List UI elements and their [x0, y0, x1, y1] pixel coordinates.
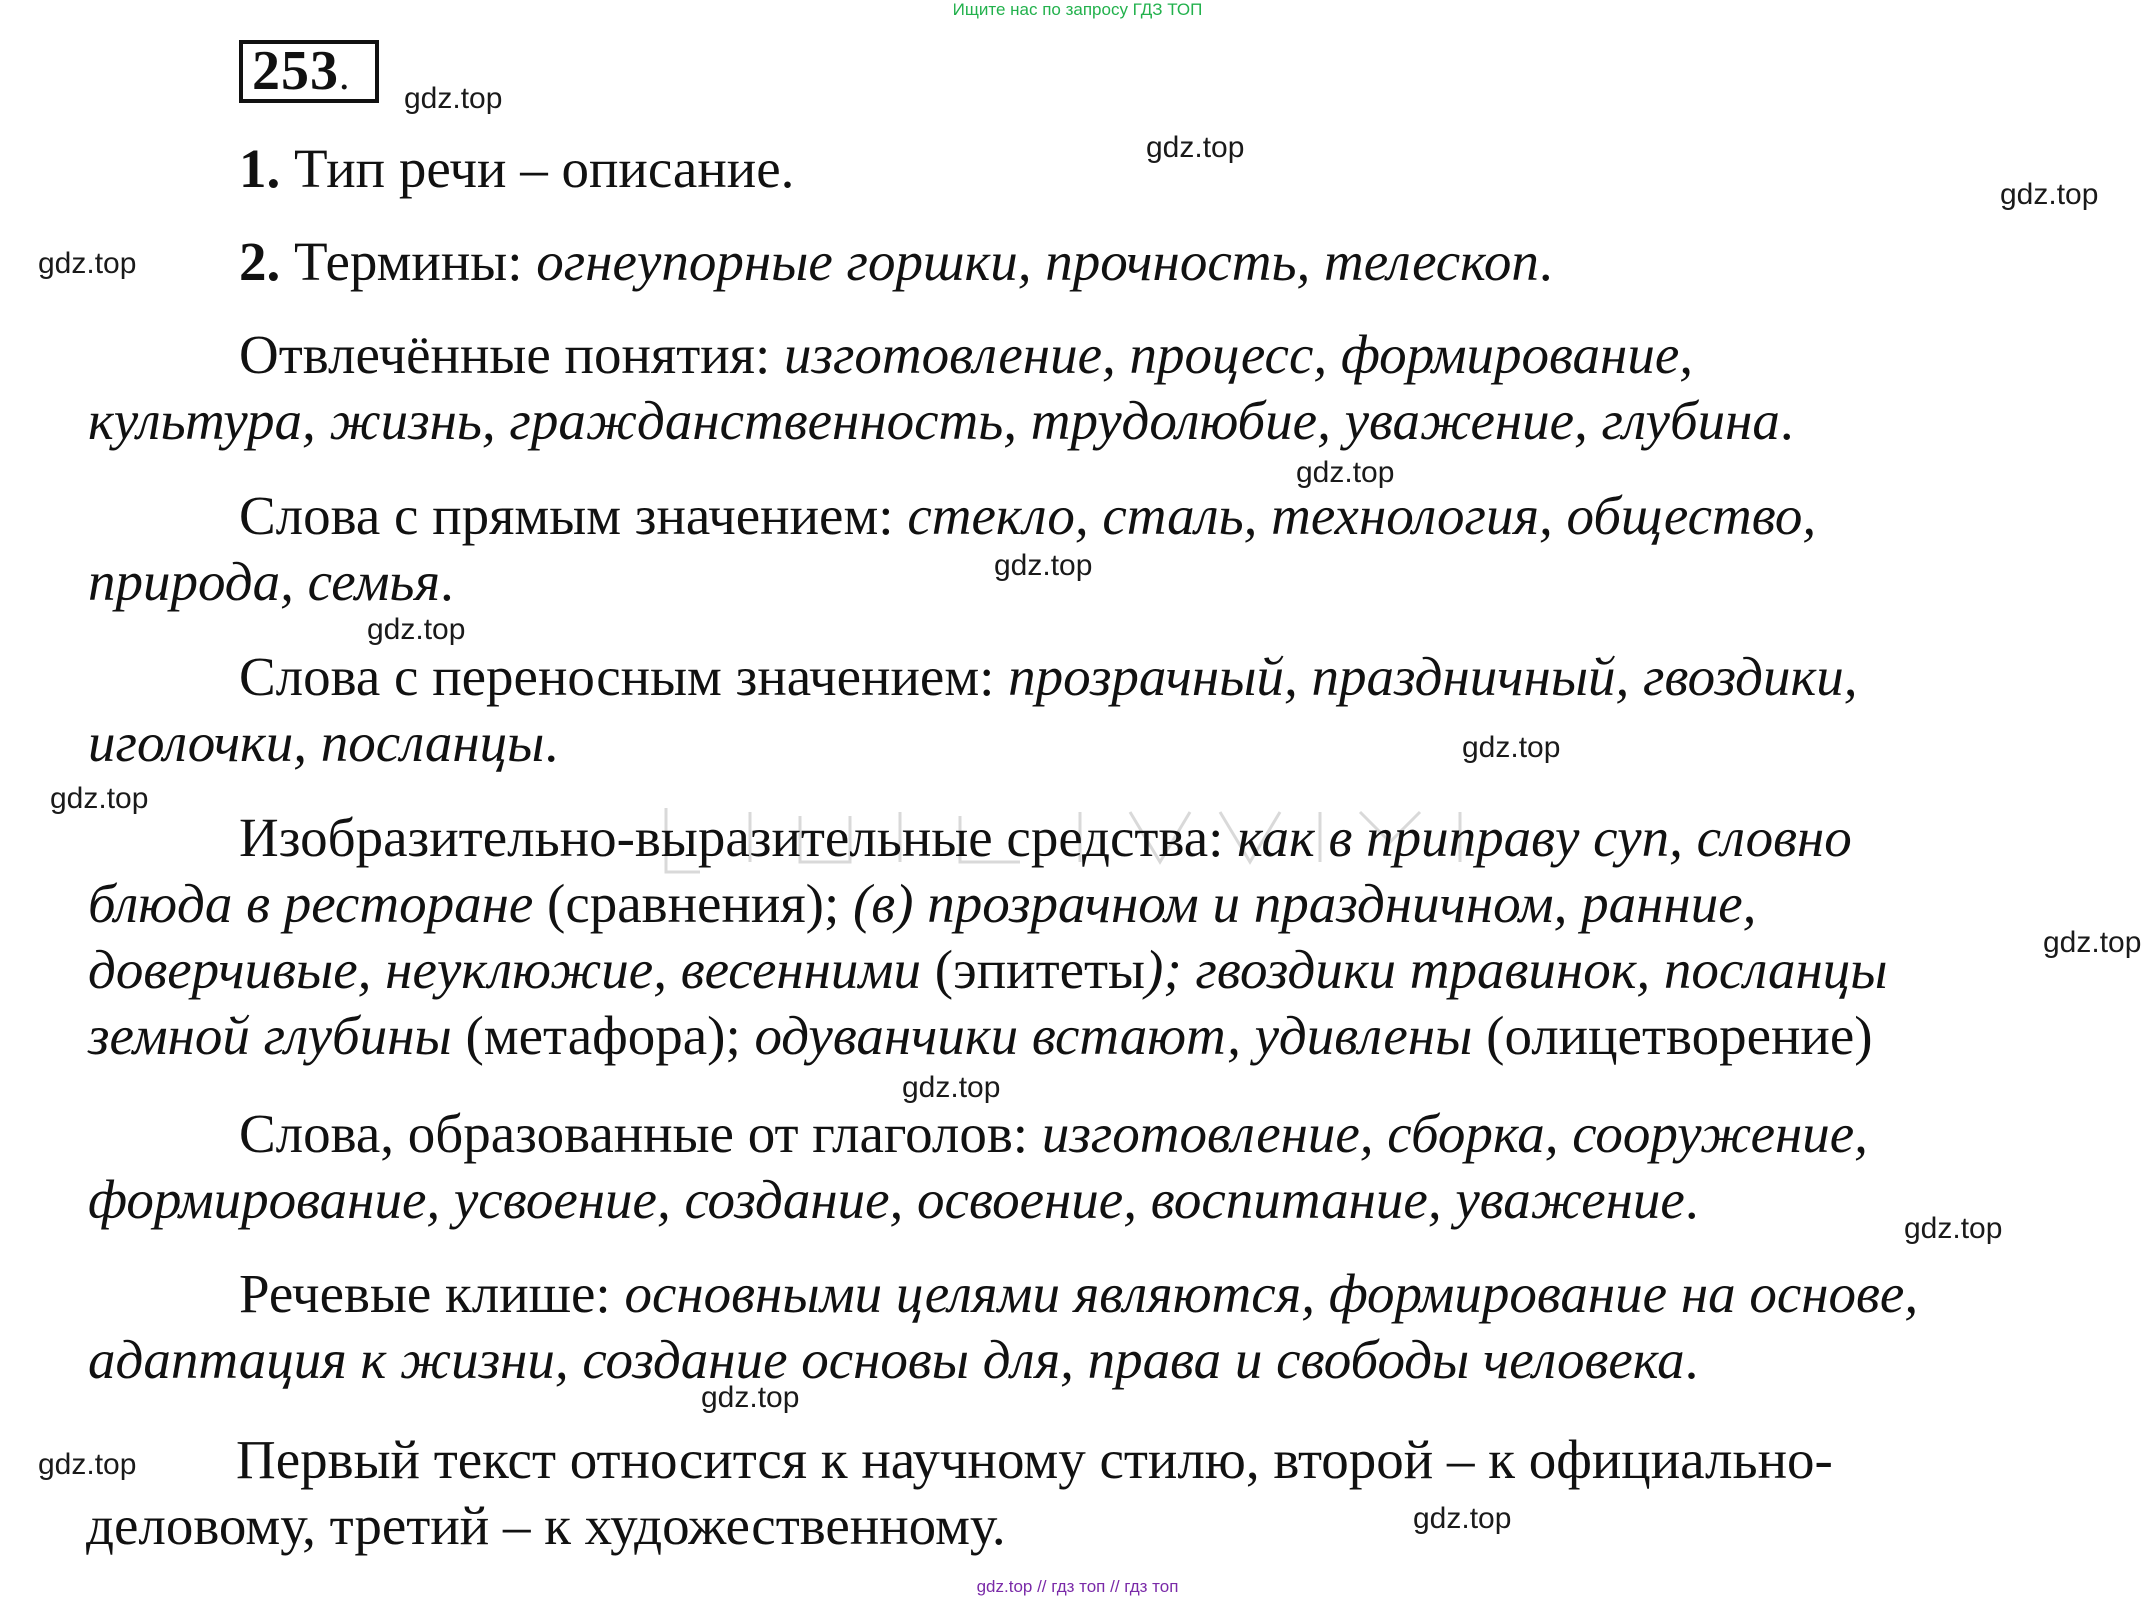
- watermark: gdz.top: [404, 82, 503, 115]
- conclusion: Первый текст относится к научному стилю, второй – к официально- деловому, третий – к художественному.: [86, 1429, 1833, 1556]
- watermark: gdz.top: [994, 549, 1093, 582]
- direct-meaning-words: Слова с прямым значением: стекло, сталь, технология, общество, природа, семья.: [88, 485, 1817, 612]
- item-1: 1. Тип речи – описание.: [239, 138, 795, 199]
- watermark: gdz.top: [1904, 1212, 2003, 1245]
- watermark: gdz.top: [902, 1071, 1001, 1104]
- watermark: gdz.top: [38, 1448, 137, 1481]
- watermark: gdz.top: [2043, 926, 2142, 959]
- watermark: gdz.top: [1146, 131, 1245, 164]
- expressive-means: Изобразительно-выразительные средства: как в приправу суп, словно блюда в ресторане (сравнения); (в) прозрачном и праздничном, ранние, доверчивые, неуклюжие, весенними (эпитеты); гвоздики травинок, посланцы земной глубины (метафора); одуванчики встают, удивлены (олицетворение): [88, 807, 1888, 1066]
- watermark: gdz.top: [1462, 731, 1561, 764]
- exercise-number: 253.: [239, 40, 379, 103]
- header-note: Ищите нас по запросу ГДЗ ТОП: [952, 0, 1203, 19]
- watermark: gdz.top: [38, 247, 137, 280]
- watermark: gdz.top: [1413, 1502, 1512, 1535]
- watermark: gdz.top: [701, 1381, 800, 1414]
- watermark: gdz.top: [1296, 456, 1395, 489]
- speech-cliches: Речевые клише: основными целями являются, формирование на основе, адаптация к жизни, создание основы для, права и свободы человека.: [88, 1263, 1919, 1390]
- item-2-terms: 2. Термины: огнеупорные горшки, прочность, телескоп.: [239, 231, 1553, 292]
- watermark: gdz.top: [367, 613, 466, 646]
- figurative-meaning-words: Слова с переносным значением: прозрачный, праздничный, гвоздики, иголочки, посланцы.: [88, 646, 1858, 773]
- verbal-nouns: Слова, образованные от глаголов: изготовление, сборка, сооружение, формирование, усвоение, создание, освоение, воспитание, уважение.: [88, 1103, 1868, 1230]
- abstract-concepts: Отвлечённые понятия: изготовление, процесс, формирование, культура, жизнь, гражданственность, трудолюбие, уважение, глубина.: [88, 324, 1794, 451]
- watermark: gdz.top: [50, 782, 149, 815]
- footer-note: gdz.top // гдз топ // гдз топ: [976, 1577, 1179, 1596]
- watermark: gdz.top: [2000, 178, 2099, 211]
